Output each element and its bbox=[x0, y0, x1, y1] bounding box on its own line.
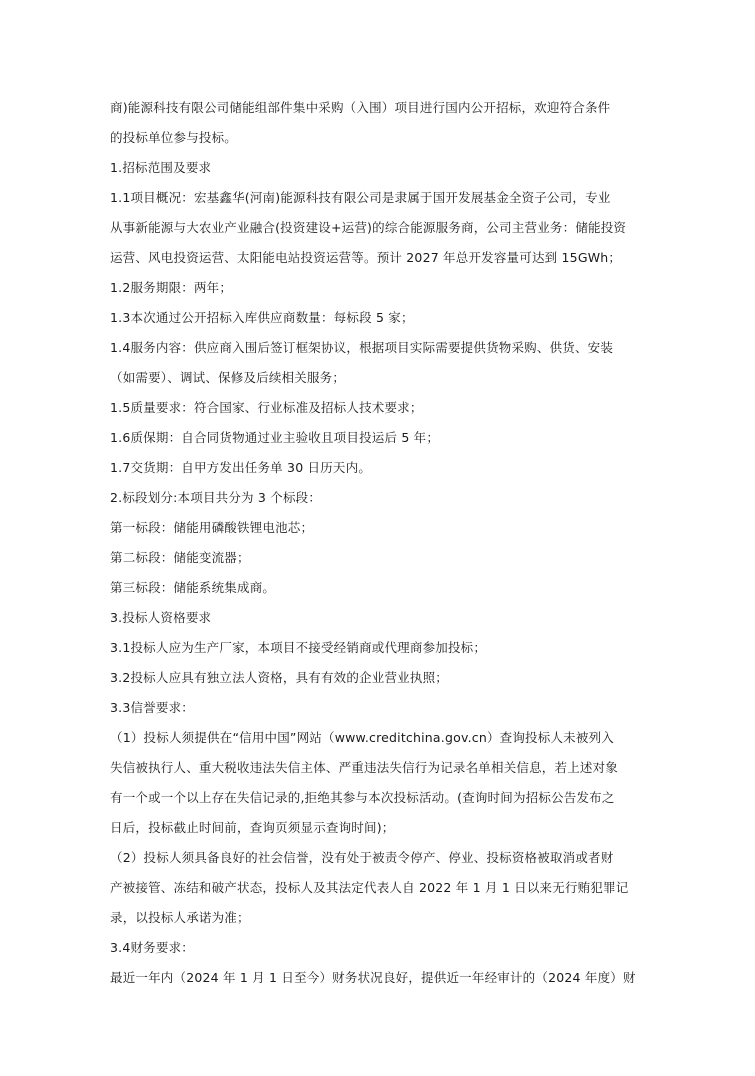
text-line: 1.2服务期限：两年； bbox=[110, 280, 233, 295]
text-line: 1.3本次通过公开招标入库供应商数量：每标段 5 家； bbox=[110, 310, 414, 325]
text-line: 3.2投标人应具有独立法人资格，具有有效的企业营业执照； bbox=[110, 670, 448, 685]
text-line: （如需要）、调试、保修及后续相关服务； bbox=[110, 370, 346, 385]
text-line: 第一标段：储能用磷酸铁锂电池芯； bbox=[110, 520, 314, 535]
text-line: 3.3信誉要求： bbox=[110, 700, 194, 715]
text-line: 的投标单位参与投标。 bbox=[110, 130, 238, 145]
text-line: 1.1项目概况：宏基鑫华(河南)能源科技有限公司是隶属于国开发展基金全资子公司，专业 bbox=[110, 190, 611, 205]
text-line: 第三标段：储能系统集成商。 bbox=[110, 580, 276, 595]
text-line: 运营、风电投资运营、太阳能电站投资运营等。预计 2027 年总开发容量可达到 15GWh； bbox=[110, 250, 622, 265]
text-line: 1.4服务内容：供应商入围后签订框架协议，根据项目实际需要提供货物采购、供货、安装 bbox=[110, 340, 614, 355]
text-line: 最近一年内（2024 年 1 月 1 日至今）财务状况良好，提供近一年经审计的（2024 年度）财 bbox=[110, 970, 636, 985]
text-line: 日后，投标截止时间前，查询页须显示查询时间)； bbox=[110, 820, 395, 835]
text-line: 1.5质量要求：符合国家、行业标准及招标人技术要求； bbox=[110, 400, 423, 415]
text-line: 3.4财务要求： bbox=[110, 940, 194, 955]
text-line: 失信被执行人、重大税收违法失信主体、严重违法失信行为记录名单相关信息，若上述对象 bbox=[110, 760, 619, 775]
text-line: 产被接管、冻结和破产状态，投标人及其法定代表人自 2022 年 1 月 1 日以来无行贿犯罪记 bbox=[110, 880, 629, 895]
section-heading: 3.投标人资格要求 bbox=[110, 610, 212, 625]
text-line: 1.7交货期：自甲方发出任务单 30 日历天内。 bbox=[110, 460, 372, 475]
text-line: 商)能源科技有限公司储能组部件集中采购（入围）项目进行国内公开招标，欢迎符合条件 bbox=[110, 100, 611, 115]
section-heading: 1.招标范围及要求 bbox=[110, 160, 212, 175]
text-line: 录，以投标人承诺为准； bbox=[110, 910, 250, 925]
text-line: 1.6质保期：自合同货物通过业主验收且项目投运后 5 年； bbox=[110, 430, 440, 445]
text-line: 3.1投标人应为生产厂家，本项目不接受经销商或代理商参加投标； bbox=[110, 640, 487, 655]
text-line: 第二标段：储能变流器； bbox=[110, 550, 250, 565]
text-line: （2）投标人须具备良好的社会信誉，没有处于被责令停产、停业、投标资格被取消或者财 bbox=[110, 850, 614, 865]
text-line: （1）投标人须提供在“信用中国”网站（www.creditchina.gov.cn）查询投标人未被列入 bbox=[110, 730, 614, 745]
section-heading: 2.标段划分:本项目共分为 3 个标段： bbox=[110, 490, 322, 505]
text-line: 从事新能源与大农业产业融合(投资建设+运营)的综合能源服务商，公司主营业务：储能投资 bbox=[110, 220, 627, 235]
text-line: 有一个或一个以上存在失信记录的,拒绝其参与本次投标活动。(查询时间为招标公告发布之 bbox=[110, 790, 615, 805]
